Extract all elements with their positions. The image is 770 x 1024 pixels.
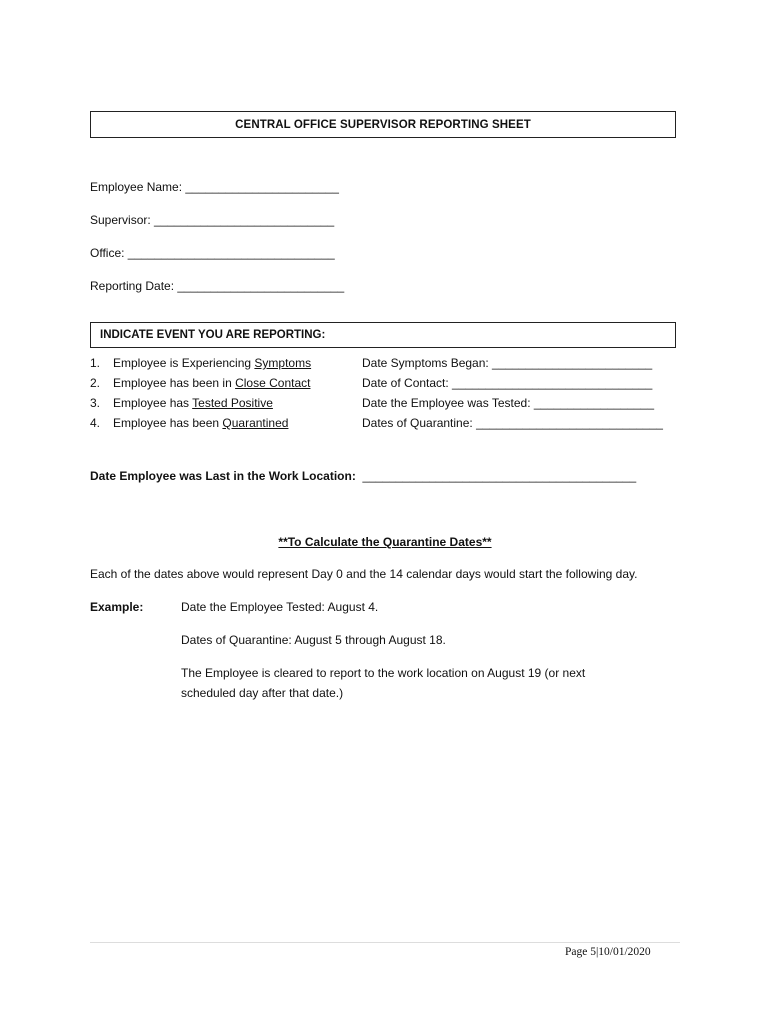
example-label: Example: xyxy=(90,600,144,614)
event-section-header: INDICATE EVENT YOU ARE REPORTING: xyxy=(90,322,676,348)
last-location-line[interactable]: _________________________________________ xyxy=(362,469,637,483)
reporting-date-field[interactable]: Reporting Date: _________________________ xyxy=(90,279,345,293)
example-quarantine: Dates of Quarantine: August 5 through August 18. xyxy=(181,633,446,647)
event-item-close-contact[interactable] xyxy=(90,376,310,390)
sheet-title: CENTRAL OFFICE SUPERVISOR REPORTING SHEET xyxy=(90,111,676,138)
page-footer: Page 5|10/01/2020 xyxy=(565,946,651,958)
footer-divider xyxy=(90,942,680,943)
event-item-number: 4. xyxy=(90,416,101,430)
event-item-keyword: Symptoms xyxy=(254,356,312,370)
event-item-text: Employee is Experiencing xyxy=(113,356,255,370)
date-of-contact-field[interactable]: Date of Contact: ______________________________ xyxy=(362,376,653,390)
last-location-field[interactable] xyxy=(90,469,636,483)
supervisor-field[interactable]: Supervisor: ___________________________ xyxy=(90,213,335,227)
calculation-intro: Each of the dates above would represent Day 0 and the 14 calendar days would start the following day. xyxy=(90,567,638,581)
date-tested-field[interactable]: Date the Employee was Tested: __________________ xyxy=(362,396,655,410)
event-item-text: Employee has been xyxy=(113,416,223,430)
event-item-number: 1. xyxy=(90,356,101,370)
event-item-keyword: Close Contact xyxy=(235,376,311,390)
event-item-number: 3. xyxy=(90,396,101,410)
date-symptoms-began-field[interactable]: Date Symptoms Began: ________________________ xyxy=(362,356,653,370)
calculation-title: **To Calculate the Quarantine Dates** xyxy=(278,535,492,549)
dates-of-quarantine-field[interactable]: Dates of Quarantine: ____________________________ xyxy=(362,416,663,430)
event-item-symptoms[interactable] xyxy=(90,356,311,370)
event-item-keyword: Tested Positive xyxy=(192,396,273,410)
example-tested: Date the Employee Tested: August 4. xyxy=(181,600,379,614)
office-field[interactable]: Office: _______________________________ xyxy=(90,246,335,260)
event-item-number: 2. xyxy=(90,376,101,390)
example-cleared-line-2: scheduled day after that date.) xyxy=(181,686,344,700)
example-cleared-line-1: The Employee is cleared to report to the work location on August 19 (or next xyxy=(181,666,586,680)
last-location-label: Date Employee was Last in the Work Location: xyxy=(90,469,356,483)
event-item-text: Employee has been in xyxy=(113,376,236,390)
event-item-keyword: Quarantined xyxy=(222,416,289,430)
event-item-tested-positive[interactable] xyxy=(90,396,273,410)
employee-name-field[interactable]: Employee Name: _______________________ xyxy=(90,180,339,194)
event-item-text: Employee has xyxy=(113,396,193,410)
event-item-quarantined[interactable] xyxy=(90,416,288,430)
